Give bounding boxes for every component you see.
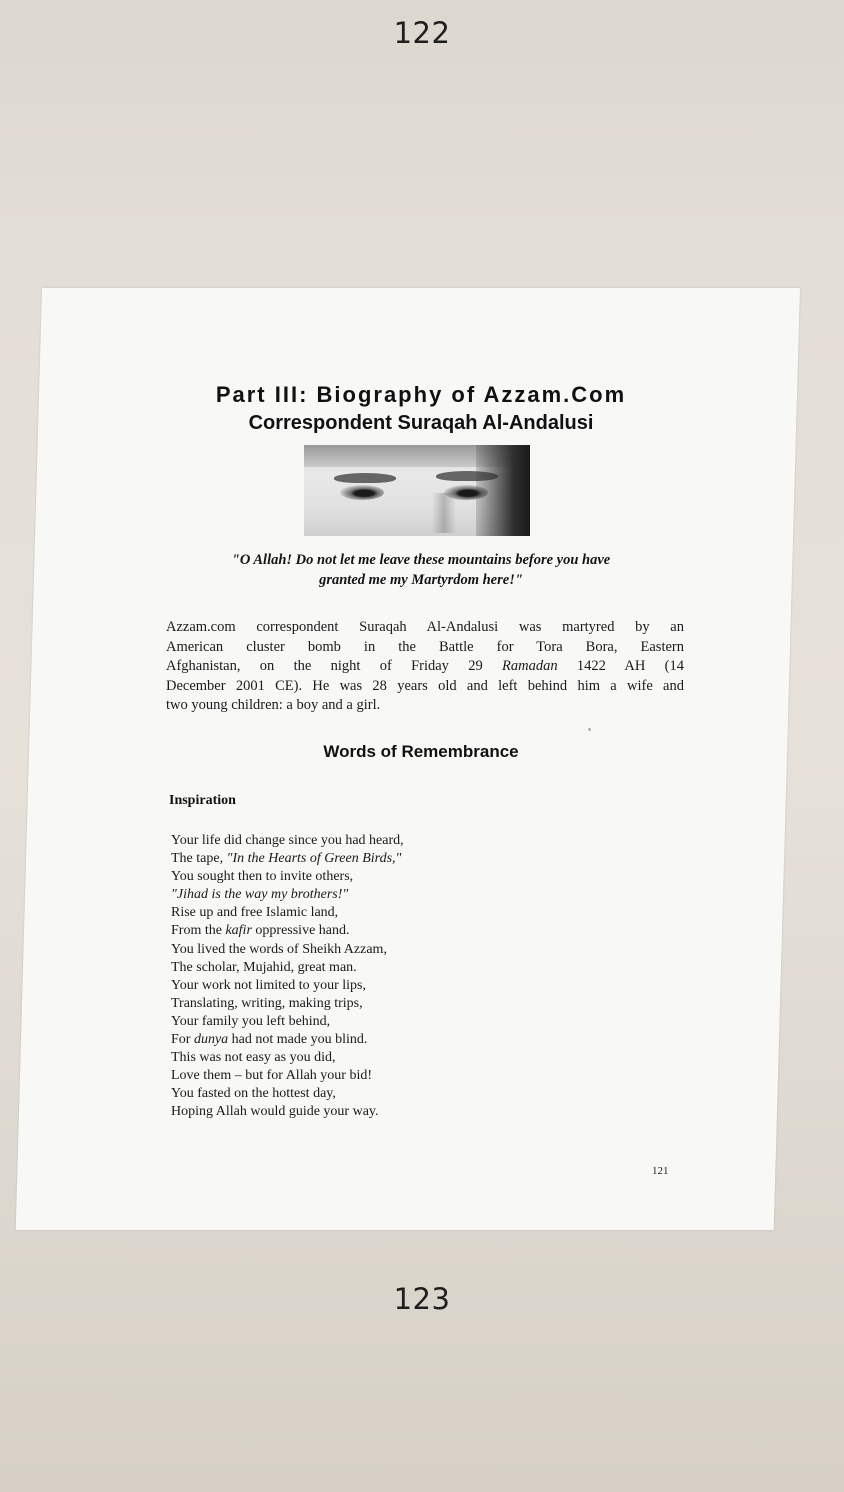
intro-paragraph bbox=[166, 618, 684, 716]
document-page bbox=[16, 288, 800, 1230]
dust-speck bbox=[588, 728, 591, 731]
poem-title: Inspiration bbox=[169, 793, 236, 808]
poem-line: You lived the words of Sheikh Azzam, bbox=[171, 941, 387, 957]
poem-line: This was not easy as you did, bbox=[171, 1050, 336, 1066]
opening-quote bbox=[42, 550, 800, 590]
poem-text: For bbox=[171, 1032, 194, 1048]
poem-emphasis: dunya bbox=[193, 1032, 229, 1048]
printed-page-number: 121 bbox=[652, 1165, 669, 1177]
poem-line bbox=[171, 1031, 611, 1049]
portrait-photo bbox=[304, 445, 530, 536]
viewer-page-number-bottom: 123 bbox=[393, 1282, 451, 1316]
poem-text: From the bbox=[171, 923, 226, 939]
poem-line: Your family you left behind, bbox=[171, 1013, 331, 1029]
poem-line: Rise up and free Islamic land, bbox=[171, 905, 339, 921]
photo-nose-shading bbox=[432, 493, 456, 533]
intro-line-3 bbox=[166, 657, 684, 677]
intro-line-3-start: Afghanistan, on the night of Friday 29 bbox=[166, 658, 483, 674]
poem-line: Translating, writing, making trips, bbox=[171, 995, 363, 1011]
poem-line bbox=[171, 886, 611, 904]
poem-line: Your work not limited to your lips, bbox=[171, 977, 366, 993]
intro-ramadan: Ramadan bbox=[502, 658, 558, 674]
poem-line: Hoping Allah would guide your way. bbox=[171, 1104, 379, 1120]
poem-line: Love them – but for Allah your bid! bbox=[171, 1068, 373, 1084]
poem-line: Your life did change since you had heard, bbox=[171, 833, 404, 848]
poem-line bbox=[171, 850, 611, 868]
page-title-line-1: Part III: Biography of Azzam.Com bbox=[215, 382, 627, 407]
poem-text: oppressive hand. bbox=[251, 923, 350, 939]
poem-line: You sought then to invite others, bbox=[171, 869, 354, 885]
quote-line-1: "O Allah! Do not let me leave these mountains before you have bbox=[231, 552, 611, 568]
poem-emphasis: "In the Hearts of Green Birds," bbox=[226, 851, 402, 867]
intro-line-3-end: 1422 AH (14 bbox=[576, 658, 684, 674]
poem-emphasis: kafir bbox=[225, 923, 252, 939]
photo-left-brow bbox=[334, 473, 396, 483]
poem-line: The scholar, Mujahid, great man. bbox=[171, 959, 357, 975]
intro-line-2: American cluster bomb in the Battle for Tora Bora, Eastern bbox=[166, 638, 684, 655]
poem-emphasis: "Jihad is the way my brothers!" bbox=[171, 887, 349, 903]
document-page-content bbox=[42, 288, 800, 1230]
photo-left-eye bbox=[340, 485, 384, 500]
section-heading: Words of Remembrance bbox=[323, 742, 519, 761]
page-title-line-2: Correspondent Suraqah Al-Andalusi bbox=[248, 412, 594, 434]
poem-text: had not made you blind. bbox=[228, 1032, 368, 1048]
intro-line-5: two young children: a boy and a girl. bbox=[166, 697, 381, 713]
quote-line-2: granted me my Martyrdom here!" bbox=[319, 572, 523, 588]
intro-line-4: December 2001 CE). He was 28 years old and left behind him a wife and bbox=[166, 677, 684, 694]
viewer-page-number-top: 122 bbox=[393, 16, 451, 50]
poem-line: You fasted on the hottest day, bbox=[171, 1086, 336, 1102]
intro-line-1: Azzam.com correspondent Suraqah Al-Andalusi was martyred by an bbox=[166, 619, 684, 635]
poem bbox=[171, 832, 611, 1122]
photo-shadow bbox=[476, 445, 530, 536]
poem-text: The tape, bbox=[171, 851, 227, 867]
poem-line bbox=[171, 922, 611, 940]
